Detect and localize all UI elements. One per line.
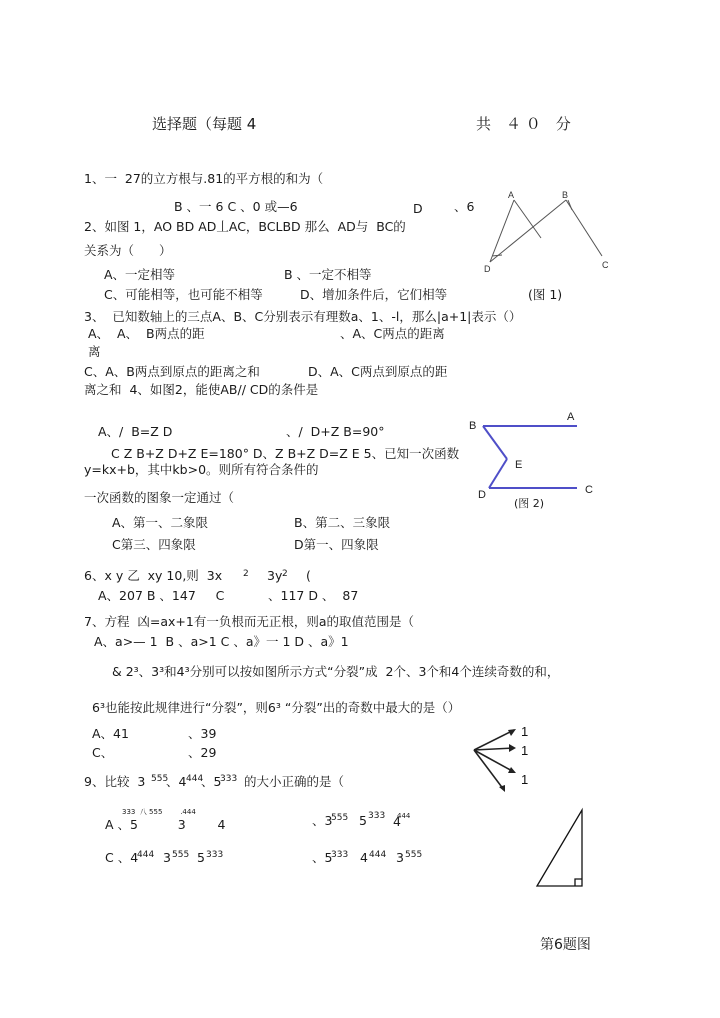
fig1-label-a: A [508,190,515,200]
q6-exponent-2: 2 [282,569,288,579]
q8-fig-label-3: 1 [521,772,529,787]
q9-stem-5: 、5 [201,774,222,789]
q2-option-d: D、增加条件后，它们相等 [300,287,448,302]
q9-option-b-exp-2: 333 [368,811,386,821]
q6-stem-mid: 3y [267,568,283,583]
q8-split-diagram [470,718,540,798]
q5-stem: 一次函数的图象一定通过（ [84,490,235,505]
fig2-label-a: A [567,411,575,423]
fig2-label-d: D [478,489,486,500]
q3-option-c: C、A、B两点到原点的距离之和 [84,364,260,379]
q6-options-cd: 、117 D 、 87 [268,588,359,603]
q8-arrow-3 [474,750,514,772]
q9-stem-end: 的大小正确的是（ [244,774,345,789]
q5-option-a: A、第一、二象限 [112,515,209,530]
q8-arrow-4 [474,750,504,790]
q9-exp-3: 333 [220,774,238,784]
q2-stem: 2、如图 1，AO BD AD丄AC，BCLBD 那么 AD与 BC的 [84,219,406,234]
q9-option-c-5: 5 [197,850,205,865]
q4-option-b: 、/ D+Z B=90° [286,424,385,439]
figure-1-diagram [478,186,618,276]
q3-line5-q4-stem: 离之和 4、如图2，能使AB// CD的条件是 [84,382,319,397]
fig2-label-c: C [585,484,593,496]
q9-option-d-exp-2: 444 [369,850,387,860]
q9-option-d-exp-3: 555 [405,850,423,860]
figure-6-triangle [532,806,592,890]
q9-option-c-exp-2: 555 [172,850,190,860]
q7-options: A、a>— 1 B 、a>1 C 、a》一 1 D 、a》1 [94,634,349,649]
figure-2-caption: (图 2) [514,497,545,510]
q8-option-c: C、 [92,745,114,760]
q3-option-line3: 离 [88,344,101,359]
q9-option-b-exp-3: 444 [397,812,411,820]
right-angle-mark [575,879,582,886]
section-total-score: 共 ４ ０ 分 [476,115,571,133]
q3-option-line2b: 、A、C两点的距离 [340,326,445,341]
q6-exponent-1: 2 [243,569,249,579]
fig1-segment-db [490,200,566,262]
q9-option-b-5: 5 [359,813,367,828]
q6-paren: ( [306,568,311,583]
q9-option-d-exp-1: 333 [331,850,349,860]
q2-option-a: A、一定相等 [104,267,176,282]
q5-option-d: D第一、四象限 [294,537,379,552]
q2-stem-line2: 关系为（ ） [84,243,172,258]
fig1-segment-ao [514,200,541,238]
fig2-segment-be [483,426,507,459]
q9-option-c: C 、4 [105,850,139,865]
q6-stem: 6、x y 乙 xy 10,则 3x [84,568,223,583]
section-title: 选择题（每题 4 [152,115,257,133]
q9-stem-4: 、4 [166,774,187,789]
q1-stem: 1、一 27的立方根与.81的平方根的和为（ [84,171,324,186]
fig1-label-b: B [562,190,569,200]
q8-fig-label-2: 1 [521,743,529,758]
q9-option-d-4: 4 [360,850,368,865]
triangle-shape [537,810,582,886]
q7-stem: 7、方程 凶=ax+1有一负根而无正根，则a的取值范围是（ [84,614,415,629]
q9-option-b-exp-1: 555 [331,813,349,823]
q8-stem-line2: 6³也能按此规律进行“分裂”，则6³ “分裂”出的奇数中最大的是（） [92,700,461,715]
q9-option-d: 、5 [312,850,333,865]
q9-stem-start: 9、比较 3 [84,774,146,789]
q5-option-b: B、第二、三象限 [294,515,391,530]
q3-option-d: D、A、C两点到原点的距 [308,364,448,379]
q6-options-ab: A、207 B 、147 C [98,588,225,603]
q8-fig-label-1: 1 [521,724,529,739]
q8-arrow-1 [474,730,514,750]
figure-1-caption: (图 1) [528,287,563,302]
figure-2-diagram [465,405,605,500]
q1-options: B 、一 6 C 、0 或—6 [174,199,298,214]
fig2-label-b: B [469,420,477,432]
q3-stem: 3、 已知数轴上的三点A、B、C分别表示有理数a、1、-l，那么|a+1|表示（） [84,309,522,324]
q9-exp-2: 444 [186,774,204,784]
q5-option-c: C第三、四象限 [112,537,196,552]
q8-option-d: 、29 [188,745,217,760]
fig2-segment-ed [489,459,507,488]
q8-option-b: 、39 [188,726,217,741]
q8-option-a: A、41 [92,726,129,741]
q1-option-d: D [413,201,423,216]
q9-option-d-3: 3 [396,850,404,865]
q4-option-cd-q5-stem: C Z B+Z D+Z E=180° D、Z B+Z D=Z E 5、已知一次函数 [111,446,460,461]
fig1-segment-bx [568,200,572,210]
q8-arrow-2 [474,748,514,750]
fig1-label-c: C [602,260,609,270]
q2-option-b: B 、一定不相等 [284,267,372,282]
q9-option-a-exponents: 333 八 555 .444 [122,808,196,816]
q9-exp-1: 555 [151,774,169,784]
fig1-tick [492,255,502,256]
fig1-label-d: D [484,264,491,274]
fig2-label-e: E [515,459,523,471]
q9-option-c-exp-3: 333 [206,850,224,860]
q3-option-line2a: A、 A、 B两点的距 [88,326,205,341]
q9-option-c-exp-1: 444 [137,850,155,860]
q8-stem-line1: & 2³、3³和4³分别可以按如图所示方式“分裂”成 2个、3个和4个连续奇数的和， [112,664,560,679]
q9-option-a: A 、5 3 4 [105,817,226,832]
figure-6-caption: 第6题图 [540,937,591,953]
q9-option-b-4: 4 [393,814,401,829]
q9-option-b: 、3 [312,813,333,828]
q9-option-c-3: 3 [163,850,171,865]
q1-option-6: 、6 [454,199,475,214]
q2-option-c: C、可能相等，也可能不相等 [104,287,263,302]
q5-stem-line2: y=kx+b，其中kb>0。则所有符合条件的 [84,462,319,477]
q4-option-a: A、/ B=Z D [98,424,173,439]
